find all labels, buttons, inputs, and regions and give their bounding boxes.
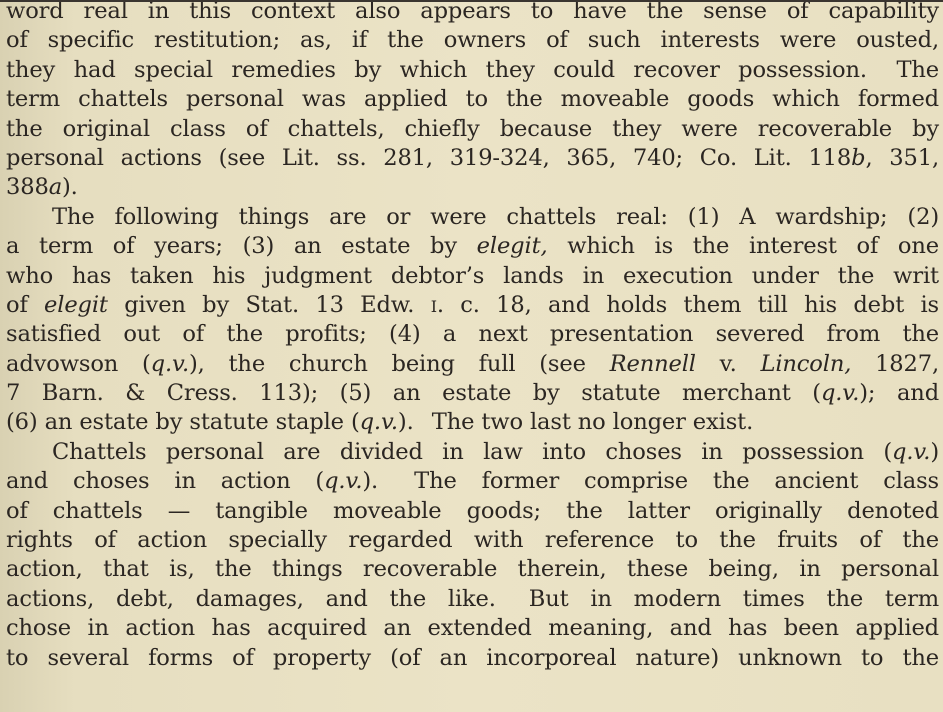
text-segment: , 351, xyxy=(865,144,939,171)
text-line xyxy=(6,379,939,408)
text-line: of specific restitution; as, if the owners of such interests were ousted, xyxy=(6,27,939,54)
body-text xyxy=(6,0,939,673)
italic-citation-suffix: b xyxy=(851,144,866,171)
text-segment: advowson ( xyxy=(6,350,151,377)
text-line xyxy=(6,291,939,320)
text-line xyxy=(6,173,939,202)
text-line xyxy=(6,350,939,379)
text-line: who has taken his judgment debtor’s lands in execution under the writ xyxy=(6,262,939,289)
text-line: actions, debt, damages, and the like. But in modern times the term xyxy=(6,585,939,612)
text-segment: ) xyxy=(930,438,939,465)
italic-case-party: Rennell xyxy=(609,350,696,377)
text-segment: v. xyxy=(695,350,761,377)
text-line xyxy=(6,232,939,261)
paragraph-real-chattels-definition xyxy=(6,0,939,203)
italic-qv: q.v. xyxy=(359,409,398,436)
text-segment: ); and xyxy=(859,380,940,407)
text-line: word real in this context also appears to have the sense of capability xyxy=(6,0,939,24)
italic-qv: q.v. xyxy=(892,438,931,465)
text-segment: 1827, xyxy=(851,350,940,377)
text-segment: and choses in action ( xyxy=(6,468,325,495)
text-line: of chattels — tangible moveable goods; the latter originally denoted xyxy=(6,497,939,524)
small-caps-numeral: i xyxy=(430,291,437,318)
text-segment: ). The two last no longer exist. xyxy=(397,409,754,436)
text-segment: which is the interest of one xyxy=(547,233,939,260)
italic-qv: q.v. xyxy=(820,380,860,407)
text-line: chose in action has acquired an extended meaning, and has been applied xyxy=(6,615,939,642)
italic-term: elegit xyxy=(44,291,108,318)
italic-citation-suffix: a xyxy=(48,174,63,201)
text-segment: . c. 18, and holds them till his debt is xyxy=(436,291,939,318)
text-segment: ), the church being full (see xyxy=(188,350,610,377)
text-line: The following things are or were chattels real: (1) A wardship; (2) xyxy=(52,203,939,230)
text-line: they had special remedies by which they could recover possession. The xyxy=(6,56,939,83)
text-line: action, that is, the things recoverable therein, these being, in personal xyxy=(6,556,939,583)
text-segment: ). xyxy=(62,174,78,201)
text-line xyxy=(6,144,939,173)
italic-case-party: Lincoln, xyxy=(760,350,852,377)
paragraph-chattels-personal xyxy=(6,438,939,673)
text-segment: a term of years; (3) an estate by xyxy=(6,233,477,260)
text-line: the original class of chattels, chiefly because they were recoverable by xyxy=(6,115,939,142)
italic-qv: q.v. xyxy=(324,468,363,495)
text-segment: of xyxy=(6,291,45,318)
text-line: to several forms of property (of an incorporeal nature) unknown to the xyxy=(6,644,939,671)
paragraph-chattels-real-list xyxy=(6,203,939,438)
text-line: satisfied out of the profits; (4) a next presentation severed from the xyxy=(6,321,939,348)
text-line xyxy=(6,438,939,467)
text-segment: (6) an estate by statute staple ( xyxy=(6,409,360,436)
text-segment: 7 Barn. & Cress. 113); (5) an estate by statute merchant ( xyxy=(6,380,821,407)
text-line: term chattels personal was applied to the moveable goods which formed xyxy=(6,86,939,113)
text-line xyxy=(6,408,939,437)
text-line: rights of action specially regarded with reference to the fruits of the xyxy=(6,527,939,554)
text-segment: personal actions (see Lit. ss. 281, 319-324, 365, 740; Co. Lit. 118 xyxy=(6,144,852,171)
text-line xyxy=(6,467,939,496)
italic-term: elegit, xyxy=(476,233,548,260)
text-segment: ). The former comprise the ancient class xyxy=(362,468,939,495)
text-segment: Chattels personal are divided in law into choses in possession ( xyxy=(52,438,893,465)
italic-qv: q.v. xyxy=(150,350,189,377)
text-segment: given by Stat. 13 Edw. xyxy=(107,291,431,318)
text-segment: 388 xyxy=(6,174,49,201)
